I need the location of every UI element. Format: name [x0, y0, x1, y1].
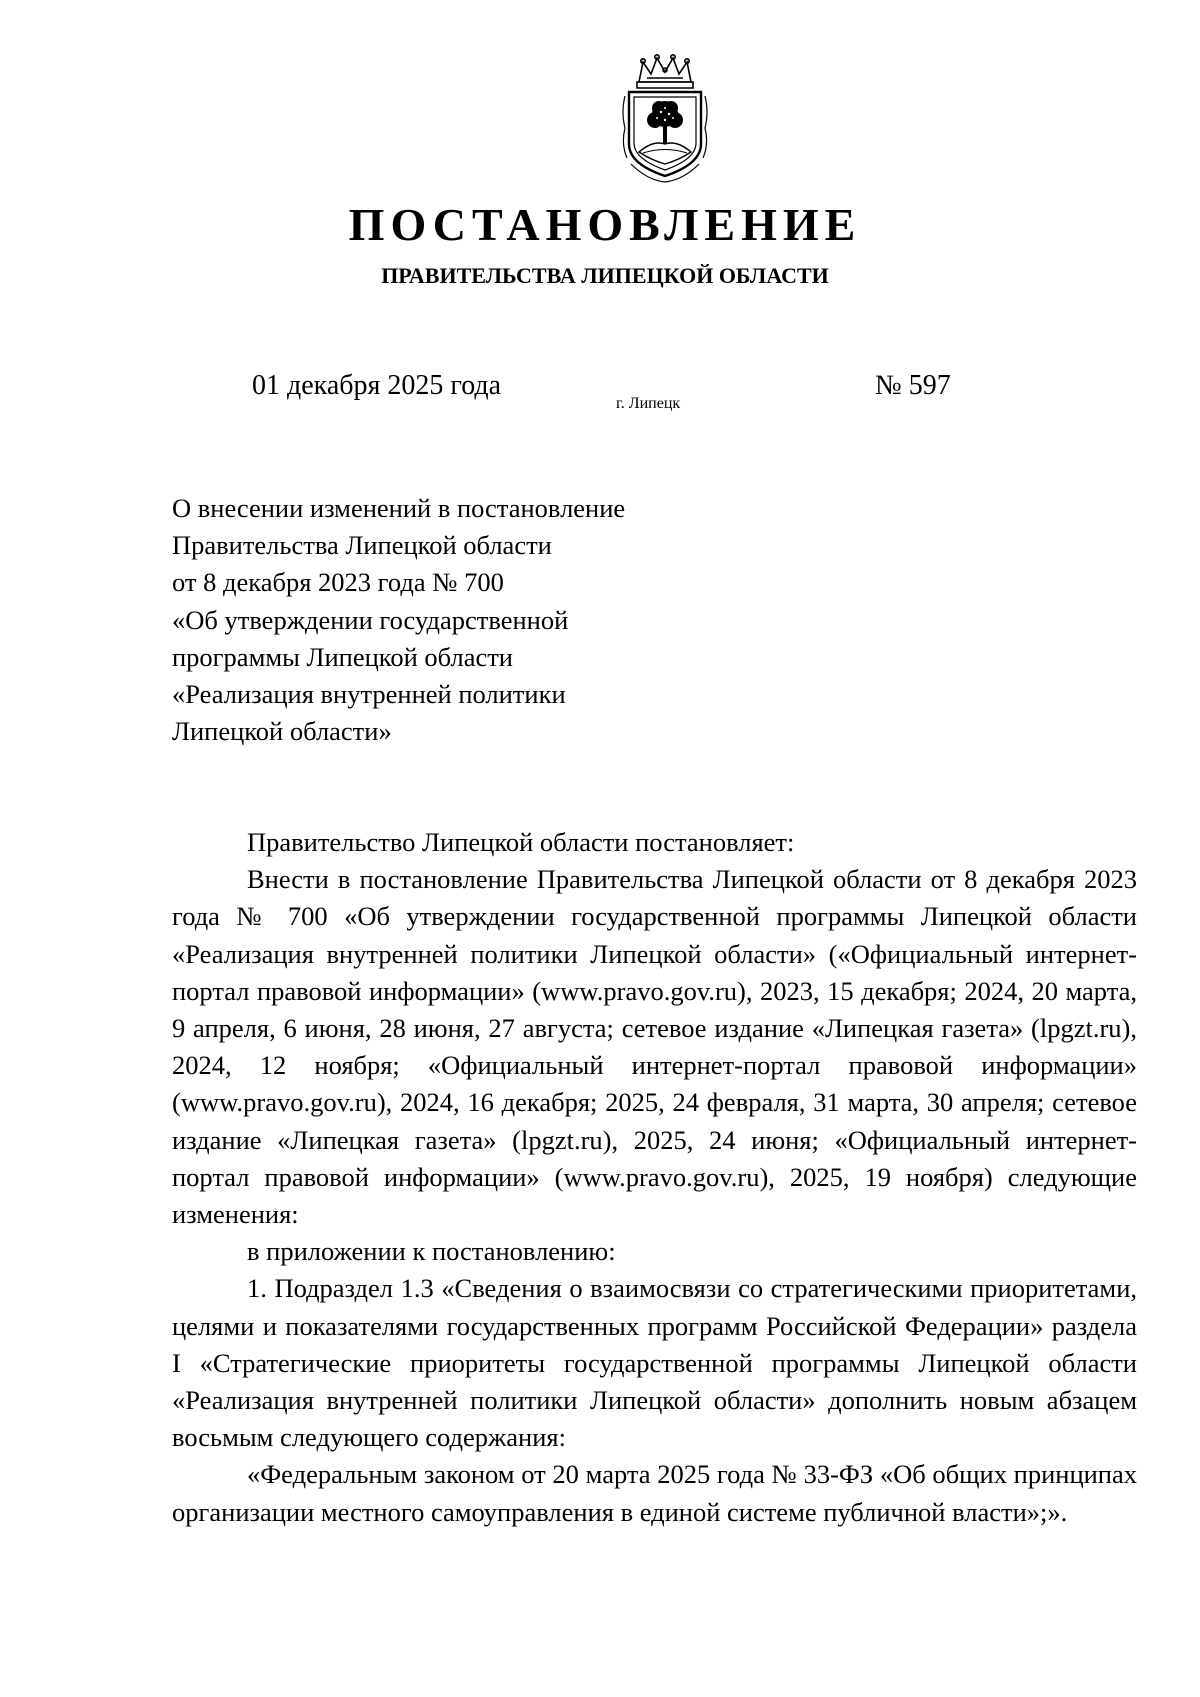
subject-line: программы Липецкой области [172, 641, 513, 672]
document-subtitle: ПРАВИТЕЛЬСТВА ЛИПЕЦКОЙ ОБЛАСТИ [381, 263, 829, 288]
body-paragraph: 1. Подраздел 1.3 «Сведения о взаимосвязи со стратегическими приоритетами, целями и показателями государственных программ Российской Федерации» раздела I «Стратегические приоритеты государственной программы Липецкой области «Реализация внутренней политики Липецкой области» дополнить новым абзацем восьмым следующего содержания: [172, 1273, 1137, 1453]
subject-line: от 8 декабря 2023 года № 700 [172, 567, 504, 598]
document-title: ПОСТАНОВЛЕНИЕ [348, 199, 862, 250]
body-paragraph: в приложении к постановлению: [247, 1236, 616, 1267]
coat-of-arms-icon [617, 52, 713, 184]
subject-line: Липецкой области» [172, 716, 392, 747]
document-subject [172, 490, 692, 750]
subject-line: О внесении изменений в постановление [172, 493, 626, 523]
document-body [172, 824, 1137, 1531]
body-paragraph: Внести в постановление Правительства Липецкой области от 8 декабря 2023 года № 700 «Об утверждении государственной программы Липецкой области «Реализация внутренней политики Липецкой области» («Официальный интернет-портал правовой информации» (www.pravo.gov.ru), 2023, 15 декабря; 2024, 20 марта, 9 апреля, 6 июня, 28 июня, 27 августа; сетевое издание «Липецкая газета» (lpgzt.ru), 2024, 12 ноября; «Официальный интернет-портал правовой информации» (www.pravo.gov.ru), 2024, 16 декабря; 2025, 24 февраля, 31 марта, 30 апреля; сетевое издание «Липецкая газета» (lpgzt.ru), 2025, 24 июня; «Официальный интернет-портал правовой информации» (www.pravo.gov.ru), 2025, 19 ноября) следующие изменения: [172, 864, 1137, 1230]
document-number: № 597 [875, 370, 951, 401]
subject-line: Правительства Липецкой области [172, 530, 552, 561]
body-paragraph: «Федеральным законом от 20 марта 2025 года № 33-ФЗ «Об общих принципах организации местного самоуправления в единой системе публичной власти»;». [172, 1459, 1137, 1527]
subject-line: «Об утверждении государственной [172, 604, 569, 635]
document-city: г. Липецк [616, 395, 681, 412]
document-date: 01 декабря 2025 года [252, 370, 502, 401]
body-paragraph: Правительство Липецкой области постановляет: [247, 827, 795, 857]
subject-line: «Реализация внутренней политики [172, 679, 566, 710]
